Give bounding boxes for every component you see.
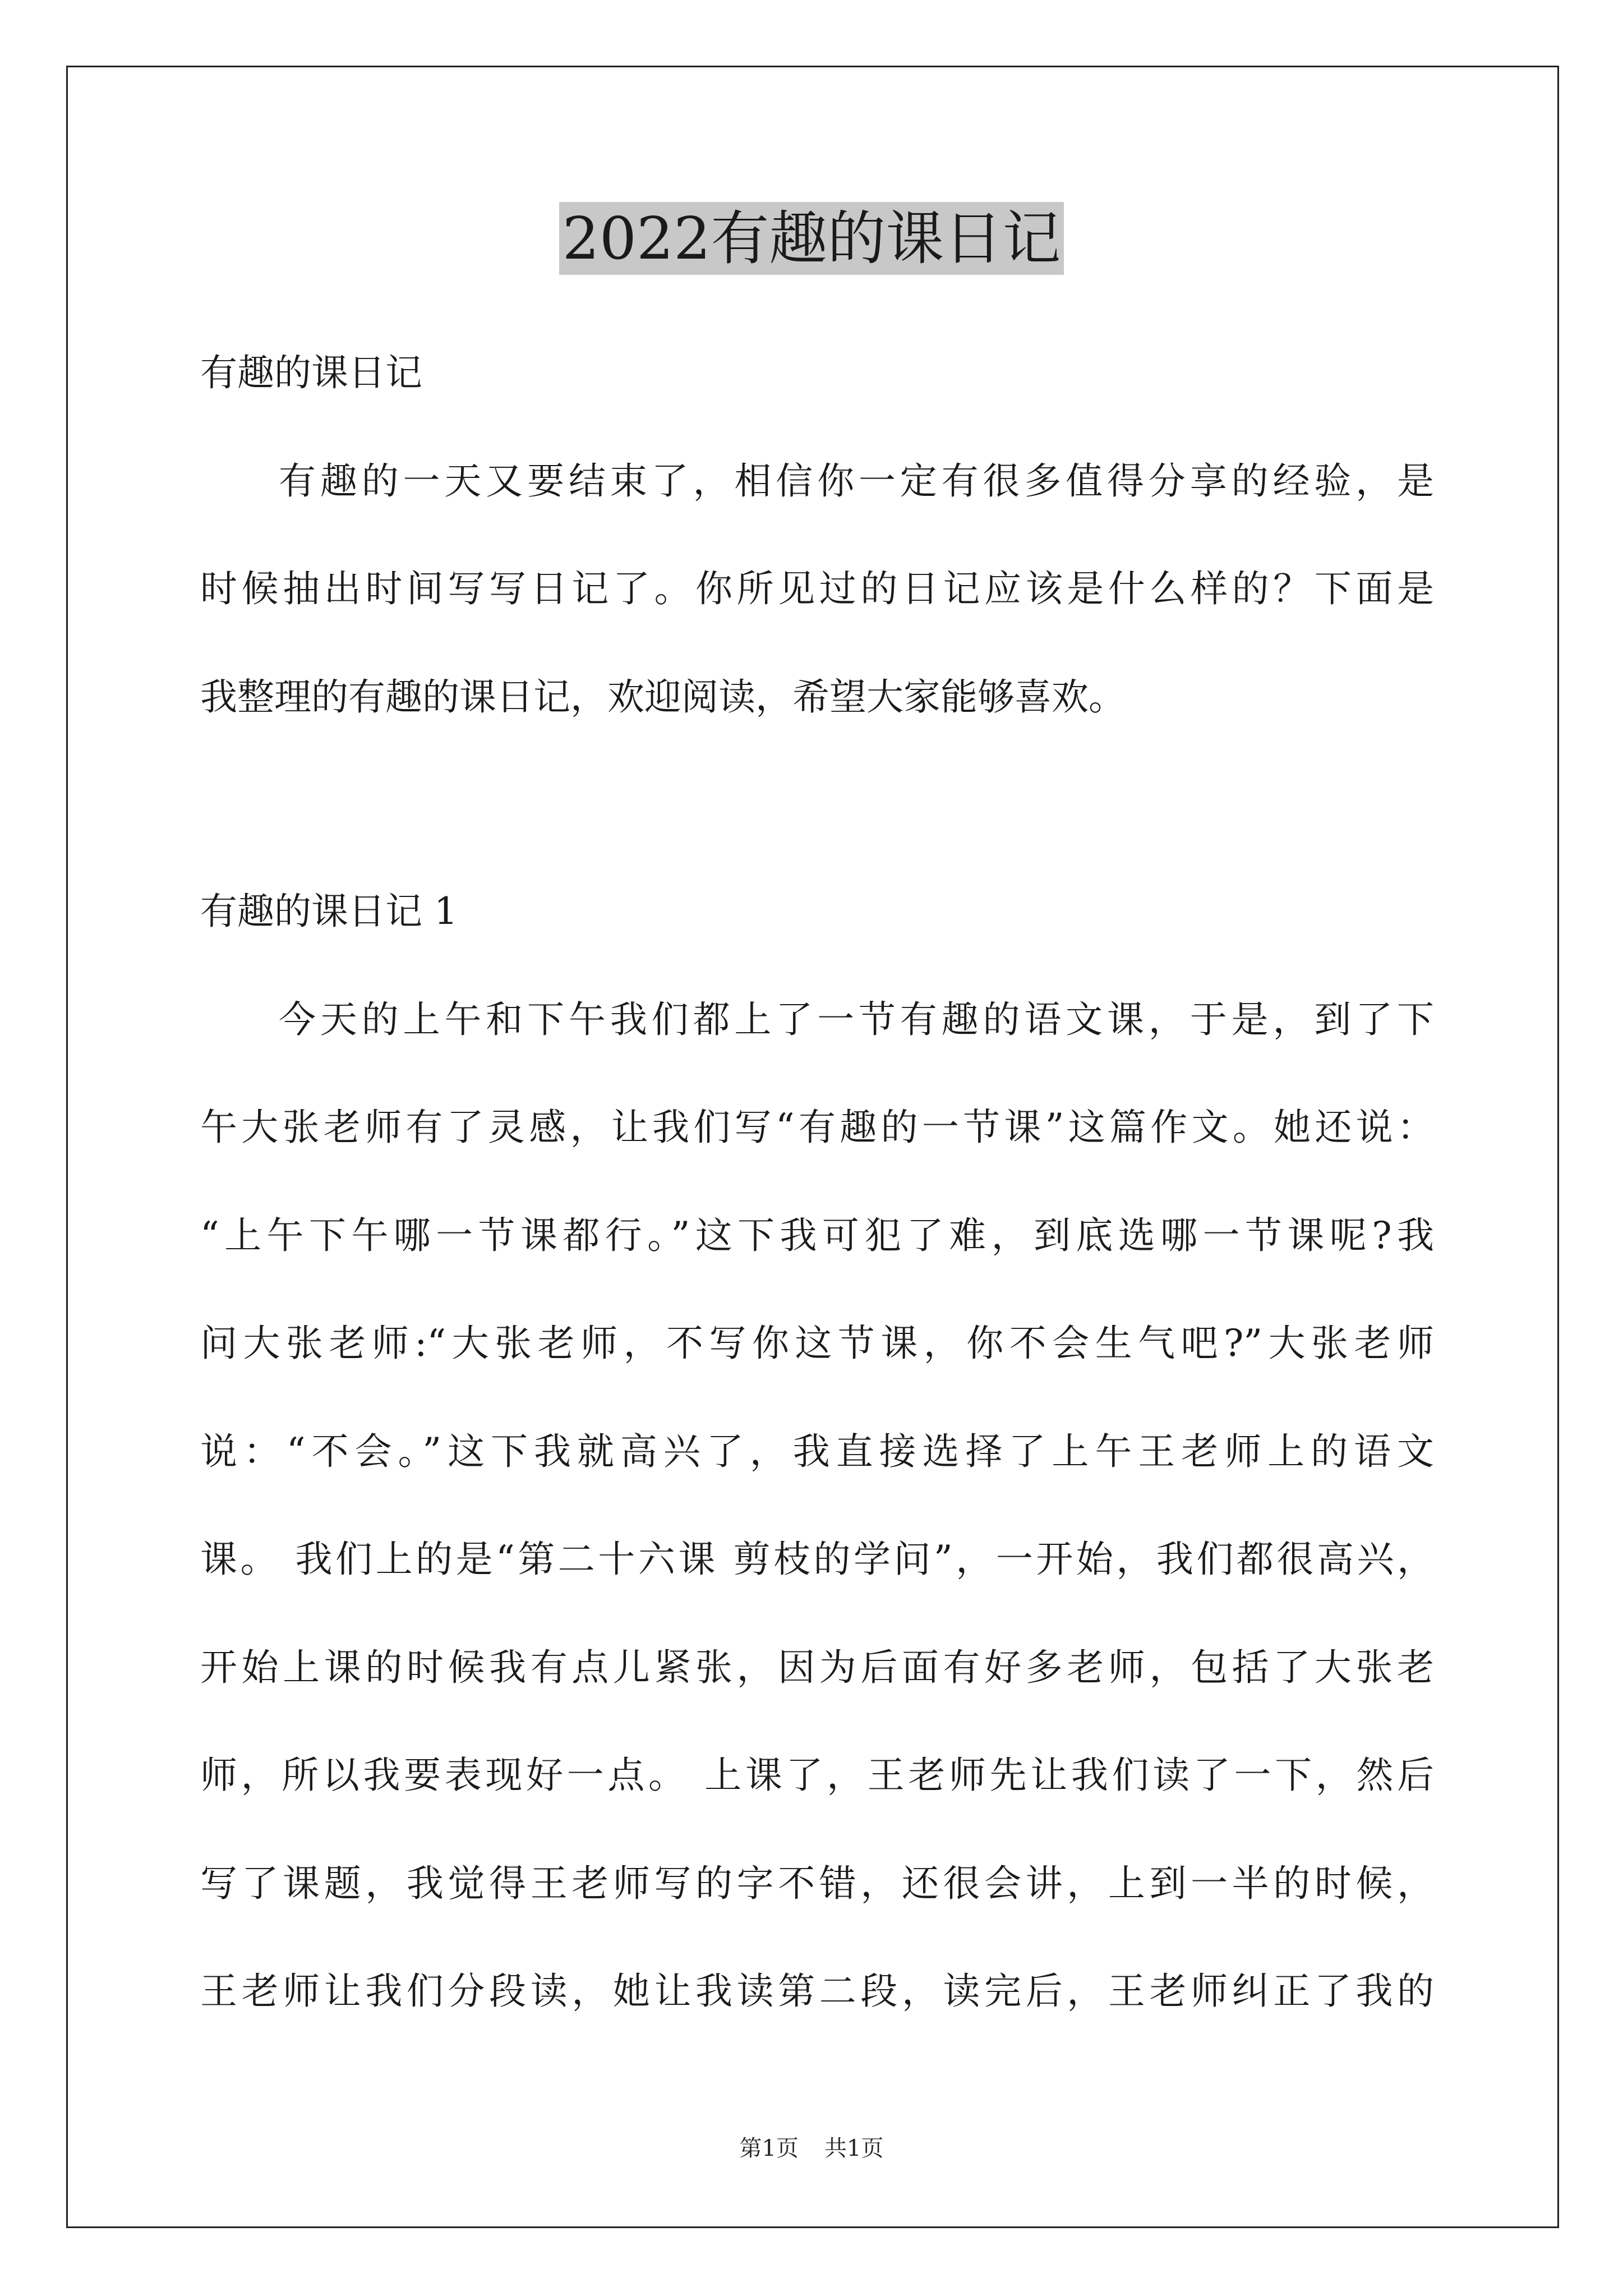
document-title bbox=[0, 196, 1623, 280]
page-footer bbox=[0, 2132, 1623, 2165]
section-heading: 有趣的课日记 bbox=[200, 351, 422, 394]
page-number: 第1页 bbox=[739, 2136, 799, 2161]
intro-line: 有趣的一天又要结束了，相信你一定有很多值得分享的经验，是 bbox=[279, 459, 1434, 503]
body-line: 说：“不会。”这下我就高兴了，我直接选择了上午王老师上的语文 bbox=[200, 1430, 1434, 1473]
intro-line: 我整理的有趣的课日记，欢迎阅读，希望大家能够喜欢。 bbox=[200, 675, 1126, 719]
body-line: 师，所以我要表现好一点。 上课了，王老师先让我们读了一下，然后 bbox=[200, 1754, 1434, 1797]
intro-line: 时候抽出时间写写日记了。你所见过的日记应该是什么样的？下面是 bbox=[200, 567, 1434, 610]
body-line: 开始上课的时候我有点儿紧张，因为后面有好多老师，包括了大张老 bbox=[200, 1646, 1434, 1689]
page-total: 共1页 bbox=[824, 2136, 884, 2161]
section-heading: 有趣的课日记 1 bbox=[200, 890, 458, 933]
body-line: 问大张老师:“大张老师，不写你这节课，你不会生气吧?”大张老师 bbox=[200, 1322, 1434, 1365]
body-line: 今天的上午和下午我们都上了一节有趣的语文课，于是，到了下 bbox=[279, 998, 1434, 1041]
body-line: “上午下午哪一节课都行。”这下我可犯了难，到底选哪一节课呢?我 bbox=[200, 1214, 1434, 1257]
document-title-text: 2022有趣的课日记 bbox=[559, 202, 1064, 275]
body-line: 写了课题，我觉得王老师写的字不错，还很会讲，上到一半的时候， bbox=[200, 1862, 1434, 1905]
body-line: 课。 我们上的是“第二十六课 剪枝的学问”，一开始，我们都很高兴， bbox=[200, 1538, 1434, 1581]
body-line: 午大张老师有了灵感，让我们写“有趣的一节课”这篇作文。她还说： bbox=[200, 1106, 1434, 1149]
body-line: 王老师让我们分段读，她让我读第二段，读完后，王老师纠正了我的 bbox=[200, 1970, 1434, 2013]
